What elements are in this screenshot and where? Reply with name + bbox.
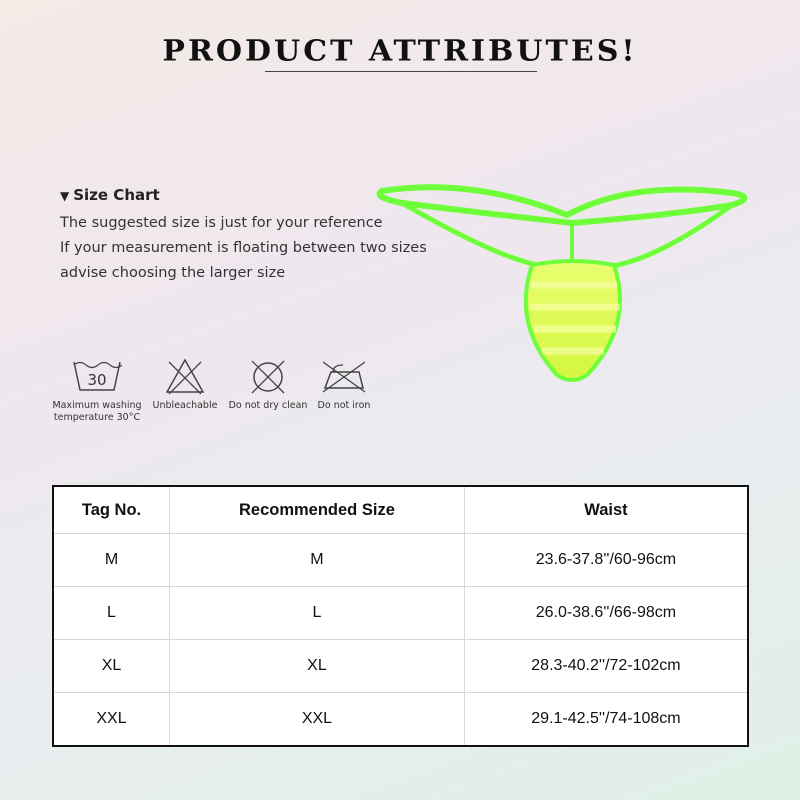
table-cell: L: [170, 587, 465, 640]
wash-30-icon: [70, 356, 124, 396]
table-row: [53, 587, 748, 640]
care-item-bleach: [150, 356, 220, 412]
size-table: [52, 485, 749, 747]
title-underline: [265, 71, 537, 72]
column-header: Tag No.: [53, 486, 170, 534]
triangle-down-icon: ▼: [60, 189, 70, 203]
column-header: Recommended Size: [170, 486, 465, 534]
table-row: [53, 640, 748, 693]
size-note-line-1: The suggested size is just for your reference: [60, 215, 383, 231]
product-image: [372, 175, 772, 405]
table-cell: M: [53, 534, 170, 587]
table-header-row: [53, 486, 748, 534]
no-bleach-icon: [163, 356, 207, 396]
size-chart-label: Size Chart: [73, 186, 160, 204]
table-cell: L: [53, 587, 170, 640]
size-chart-heading: [60, 186, 160, 204]
table-cell: XXL: [170, 693, 465, 747]
table-cell: 28.3-40.2''/72-102cm: [464, 640, 748, 693]
care-item-iron: [313, 356, 375, 412]
column-header: Waist: [464, 486, 748, 534]
table-cell: XXL: [53, 693, 170, 747]
table-cell: XL: [53, 640, 170, 693]
wash-temperature-badge: 30: [87, 371, 107, 389]
table-cell: 23.6-37.8''/60-96cm: [464, 534, 748, 587]
table-row: [53, 693, 748, 747]
table-cell: 29.1-42.5''/74-108cm: [464, 693, 748, 747]
care-label: Do not dry clean: [228, 400, 308, 411]
care-label: Unbleachable: [152, 400, 218, 411]
size-note-line-3: advise choosing the larger size: [60, 265, 286, 281]
no-iron-icon: [319, 356, 369, 396]
care-item-wash: [52, 356, 142, 424]
care-item-dry-clean: [228, 356, 308, 412]
care-label: Do not iron: [317, 400, 371, 411]
table-cell: 26.0-38.6''/66-98cm: [464, 587, 748, 640]
care-label: Maximum washing: [52, 400, 142, 411]
no-dry-clean-icon: [246, 356, 290, 396]
table-cell: M: [170, 534, 465, 587]
table-cell: XL: [170, 640, 465, 693]
care-label: temperature 30°C: [53, 412, 141, 423]
page-title: PRODUCT ATTRIBUTES!: [162, 34, 638, 69]
size-note-line-2: If your measurement is floating between two sizes: [60, 240, 427, 256]
table-row: [53, 534, 748, 587]
